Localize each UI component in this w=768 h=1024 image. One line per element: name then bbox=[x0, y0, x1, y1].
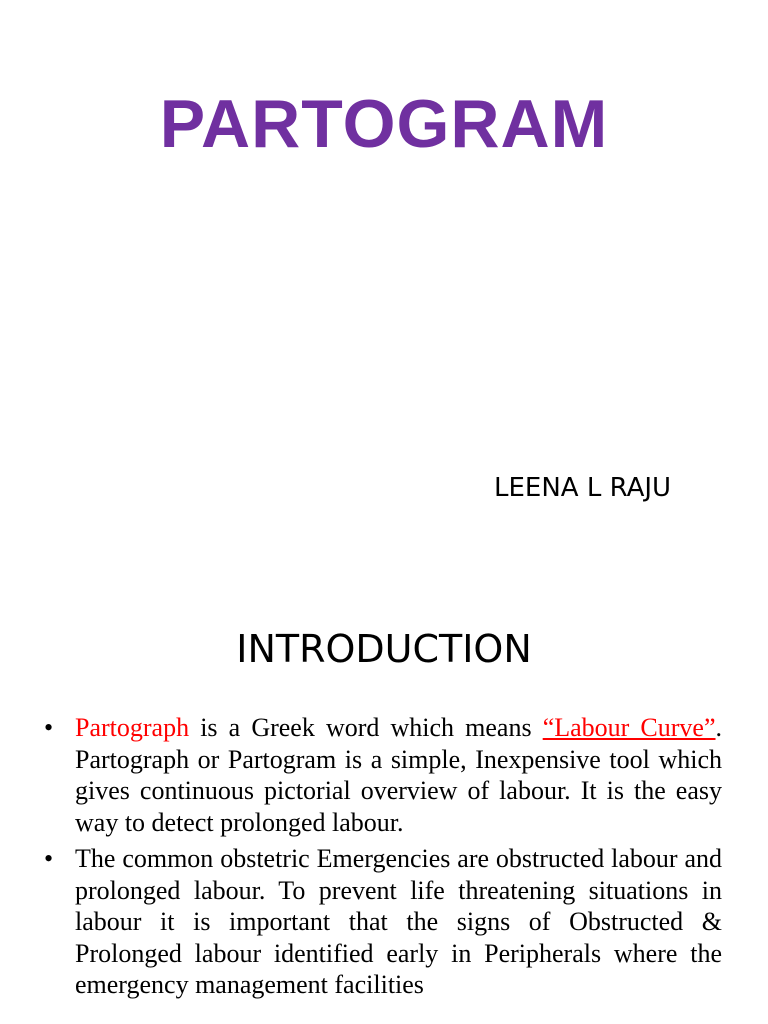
quoted-phrase: “Labour Curve” bbox=[542, 713, 716, 742]
bullet-text: is a Greek word which means bbox=[189, 713, 543, 742]
bullet-marker: • bbox=[44, 844, 54, 873]
slide-title: PARTOGRAM bbox=[159, 86, 609, 162]
bullet-text: The common obstetric Emergencies are obstructed labour and prolonged labour. To prevent life threatening situations in labour it is important that the signs of Obstructed & Prolonged labour identified early in Peripherals where the emergency management facilities bbox=[75, 844, 722, 999]
bullet-text: . Partograph or Partogram is a simple, Inexpensive tool which gives continuous pictorial overview of labour. It is the easy way to detect prolonged labour. bbox=[75, 713, 723, 837]
bullet-marker: • bbox=[44, 713, 54, 742]
highlighted-term: Partograph bbox=[75, 713, 190, 742]
bullet-item bbox=[44, 843, 722, 1001]
bullet-list bbox=[44, 712, 722, 1006]
section-heading: INTRODUCTION bbox=[236, 627, 532, 671]
bullet-item bbox=[44, 712, 722, 838]
author-name: LEENA L RAJU bbox=[494, 473, 672, 503]
